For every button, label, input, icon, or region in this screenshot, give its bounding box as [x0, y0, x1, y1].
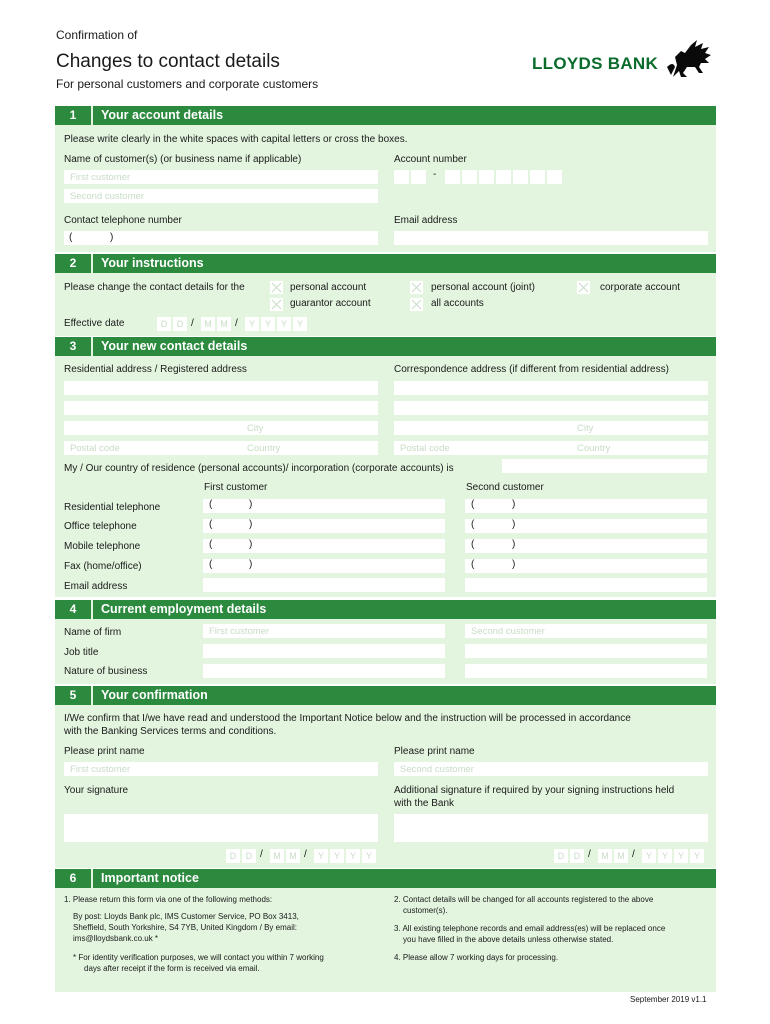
first-job-title-input[interactable]	[203, 644, 445, 658]
guarantor-account-checkbox[interactable]	[270, 298, 283, 311]
date-separator: /	[632, 849, 635, 860]
mobile-telephone-label: Mobile telephone	[64, 541, 141, 552]
paren-close: )	[512, 559, 516, 570]
date-month-cell[interactable]: M	[286, 849, 300, 863]
form-subtitle: For personal customers and corporate customers	[56, 77, 319, 91]
paren-open: (	[471, 559, 475, 570]
section-title: Your new contact details	[101, 339, 248, 353]
second-mobile-telephone-input[interactable]	[465, 539, 707, 553]
notice-item-4: 4. Please allow 7 working days for processing.	[394, 953, 559, 962]
date-year-cell[interactable]: Y	[330, 849, 344, 863]
account-number-label: Account number	[394, 154, 467, 165]
notice-star-line1: * For identity verification purposes, we will contact you within 7 working	[73, 953, 324, 962]
sort-code-cell[interactable]	[394, 170, 409, 184]
date-month-cell[interactable]: M	[598, 849, 612, 863]
first-email-input[interactable]	[203, 578, 445, 592]
date-day-cell[interactable]: D	[226, 849, 240, 863]
paren-open: (	[471, 499, 475, 510]
section-number: 3	[55, 337, 93, 356]
account-digit-cell[interactable]	[445, 170, 460, 184]
email-label: Email address	[64, 581, 128, 592]
date-day-cell[interactable]: D	[554, 849, 568, 863]
section-title: Your confirmation	[101, 688, 208, 702]
first-fax-input[interactable]	[203, 559, 445, 573]
first-signature-box[interactable]	[64, 814, 378, 842]
section-title: Your instructions	[101, 256, 204, 270]
paren-close: )	[512, 539, 516, 550]
second-fax-input[interactable]	[465, 559, 707, 573]
notice-item-2b: customer(s).	[403, 906, 448, 915]
office-telephone-label: Office telephone	[64, 521, 137, 532]
personal-account-checkbox[interactable]	[270, 281, 283, 294]
date-day-cell[interactable]: D	[570, 849, 584, 863]
account-digit-cell[interactable]	[462, 170, 477, 184]
residential-address-line[interactable]	[64, 401, 378, 415]
black-horse-logo-icon	[665, 37, 715, 79]
form-version: September 2019 v1.1	[630, 995, 707, 1004]
date-month-cell[interactable]: M	[201, 317, 215, 331]
section-6-header	[55, 869, 716, 888]
fax-label: Fax (home/office)	[64, 561, 142, 572]
corporate-account-checkbox[interactable]	[577, 281, 590, 294]
second-job-title-input[interactable]	[465, 644, 707, 658]
paren-open: (	[69, 232, 73, 243]
second-nature-input[interactable]	[465, 664, 707, 678]
postal-code-placeholder: Postal code	[400, 443, 450, 454]
first-customer-placeholder: First customer	[70, 764, 131, 775]
form-title: Changes to contact details	[56, 51, 280, 72]
second-signature-box[interactable]	[394, 814, 708, 842]
notice-item-2a: 2. Contact details will be changed for all accounts registered to the above	[394, 895, 654, 904]
date-separator: /	[588, 849, 591, 860]
section-title: Your account details	[101, 108, 224, 122]
account-digit-cell[interactable]	[513, 170, 528, 184]
section-number: 1	[55, 106, 93, 125]
city-placeholder: City	[577, 423, 594, 434]
date-year-cell[interactable]: Y	[362, 849, 376, 863]
date-year-cell[interactable]: Y	[674, 849, 688, 863]
date-separator: /	[260, 849, 263, 860]
section-number: 6	[55, 869, 93, 888]
account-separator: -	[433, 169, 437, 180]
date-day-cell[interactable]: D	[173, 317, 187, 331]
paren-open: (	[471, 539, 475, 550]
paren-open: (	[209, 519, 213, 530]
section-title: Important notice	[101, 871, 199, 885]
first-customer-placeholder: First customer	[209, 626, 270, 637]
date-month-cell[interactable]: M	[614, 849, 628, 863]
confirmation-text-line1: I/We confirm that I/we have read and understood the Important Notice below and the instruction will be processed in accordance	[64, 713, 631, 724]
second-office-telephone-input[interactable]	[465, 519, 707, 533]
correspondence-city-input[interactable]	[394, 421, 708, 435]
date-day-cell[interactable]: D	[157, 317, 171, 331]
section-number: 5	[55, 686, 93, 705]
notice-post-line3: ims@lloydsbank.co.uk *	[73, 934, 159, 943]
name-of-firm-label: Name of firm	[64, 627, 122, 638]
cross-box-icon	[410, 281, 423, 294]
second-email-input[interactable]	[465, 578, 707, 592]
section-4-header	[55, 600, 716, 619]
account-digit-cell[interactable]	[496, 170, 511, 184]
residential-address-label: Residential address / Registered address	[64, 364, 247, 375]
personal-account-label: personal account	[290, 282, 367, 293]
email-address-label: Email address	[394, 215, 458, 226]
correspondence-address-line[interactable]	[394, 401, 708, 415]
date-year-cell[interactable]: Y	[690, 849, 704, 863]
joint-account-checkbox[interactable]	[410, 281, 423, 294]
corporate-account-label: corporate account	[600, 282, 681, 293]
second-customer-placeholder: Second customer	[70, 191, 144, 202]
paren-close: )	[249, 499, 253, 510]
paren-open: (	[209, 499, 213, 510]
email-address-input[interactable]	[394, 231, 708, 245]
country-placeholder: Country	[577, 443, 611, 454]
date-separator: /	[235, 318, 238, 329]
notice-post-line2: Sheffield, South Yorkshire, S4 7YB, United Kingdom / By email:	[73, 923, 297, 932]
paren-open: (	[471, 519, 475, 530]
correspondence-address-label: Correspondence address (if different from residential address)	[394, 364, 669, 375]
second-customer-column-label: Second customer	[466, 482, 544, 493]
cross-box-icon	[270, 298, 283, 311]
paren-close: )	[249, 519, 253, 530]
paren-close: )	[249, 559, 253, 570]
postal-code-placeholder: Postal code	[70, 443, 120, 454]
section-1-intro: Please write clearly in the white spaces with capital letters or cross the boxes.	[64, 134, 408, 145]
section-5-header	[55, 686, 716, 705]
section-number: 2	[55, 254, 93, 273]
additional-signature-label-1: Additional signature if required by your signing instructions held	[394, 785, 675, 796]
date-month-cell[interactable]: M	[217, 317, 231, 331]
all-accounts-checkbox[interactable]	[410, 298, 423, 311]
paren-close: )	[512, 519, 516, 530]
country-of-residence-input[interactable]	[502, 459, 707, 473]
residential-address-line[interactable]	[64, 381, 378, 395]
cross-box-icon	[270, 281, 283, 294]
country-placeholder: Country	[247, 443, 281, 454]
date-year-cell[interactable]: Y	[277, 317, 291, 331]
additional-signature-label-2: with the Bank	[394, 798, 455, 809]
cross-box-icon	[577, 281, 590, 294]
section-title: Current employment details	[101, 602, 267, 616]
correspondence-address-line[interactable]	[394, 381, 708, 395]
nature-of-business-label: Nature of business	[64, 666, 148, 677]
paren-close: )	[249, 539, 253, 550]
date-year-cell[interactable]: Y	[314, 849, 328, 863]
residential-telephone-label: Residential telephone	[64, 502, 161, 513]
first-residential-telephone-input[interactable]	[203, 499, 445, 513]
your-signature-label: Your signature	[64, 785, 129, 796]
account-digit-cell[interactable]	[547, 170, 562, 184]
paren-close: )	[512, 499, 516, 510]
contact-telephone-label: Contact telephone number	[64, 215, 182, 226]
paren-close: )	[110, 232, 114, 243]
date-year-cell[interactable]: Y	[346, 849, 360, 863]
effective-date-label: Effective date	[64, 318, 125, 329]
date-day-cell[interactable]: D	[242, 849, 256, 863]
notice-star-line2: days after receipt if the form is received via email.	[84, 964, 260, 973]
date-year-cell[interactable]: Y	[245, 317, 259, 331]
section-1-header	[55, 106, 716, 125]
first-mobile-telephone-input[interactable]	[203, 539, 445, 553]
notice-item-3b: you have filled in the above details unless otherwise stated.	[403, 935, 614, 944]
job-title-label: Job title	[64, 647, 99, 658]
second-customer-placeholder: Second customer	[471, 626, 545, 637]
section-2-header	[55, 254, 716, 273]
print-name-label-2: Please print name	[394, 746, 475, 757]
all-accounts-label: all accounts	[431, 298, 484, 309]
date-separator: /	[304, 849, 307, 860]
paren-open: (	[209, 559, 213, 570]
notice-item-3a: 3. All existing telephone records and email address(es) will be replaced once	[394, 924, 666, 933]
print-name-label: Please print name	[64, 746, 145, 757]
sort-code-cell[interactable]	[411, 170, 426, 184]
account-digit-cell[interactable]	[479, 170, 494, 184]
second-customer-placeholder: Second customer	[400, 764, 474, 775]
brand-name: LLOYDS BANK	[532, 54, 659, 73]
date-month-cell[interactable]: M	[270, 849, 284, 863]
form-pretitle: Confirmation of	[56, 28, 138, 42]
guarantor-account-label: guarantor account	[290, 298, 371, 309]
date-separator: /	[191, 318, 194, 329]
notice-post-line1: By post: Lloyds Bank plc, IMS Customer Service, PO Box 3413,	[73, 912, 299, 921]
country-of-residence-label: My / Our country of residence (personal accounts)/ incorporation (corporate accounts) is	[64, 463, 454, 474]
second-residential-telephone-input[interactable]	[465, 499, 707, 513]
change-details-label: Please change the contact details for the	[64, 282, 245, 293]
first-customer-column-label: First customer	[204, 482, 268, 493]
date-year-cell[interactable]: Y	[293, 317, 307, 331]
date-year-cell[interactable]: Y	[642, 849, 656, 863]
city-placeholder: City	[247, 423, 264, 434]
section-3-header	[55, 337, 716, 356]
joint-account-label: personal account (joint)	[431, 282, 535, 293]
account-digit-cell[interactable]	[530, 170, 545, 184]
confirmation-text-line2: with the Banking Services terms and conditions.	[64, 726, 277, 737]
first-nature-input[interactable]	[203, 664, 445, 678]
customer-name-label: Name of customer(s) (or business name if applicable)	[64, 154, 302, 165]
section-number: 4	[55, 600, 93, 619]
notice-item-1: 1. Please return this form via one of the following methods:	[64, 895, 273, 904]
residential-city-input[interactable]	[64, 421, 378, 435]
date-year-cell[interactable]: Y	[261, 317, 275, 331]
date-year-cell[interactable]: Y	[658, 849, 672, 863]
first-office-telephone-input[interactable]	[203, 519, 445, 533]
cross-box-icon	[410, 298, 423, 311]
paren-open: (	[209, 539, 213, 550]
first-customer-placeholder: First customer	[70, 172, 131, 183]
